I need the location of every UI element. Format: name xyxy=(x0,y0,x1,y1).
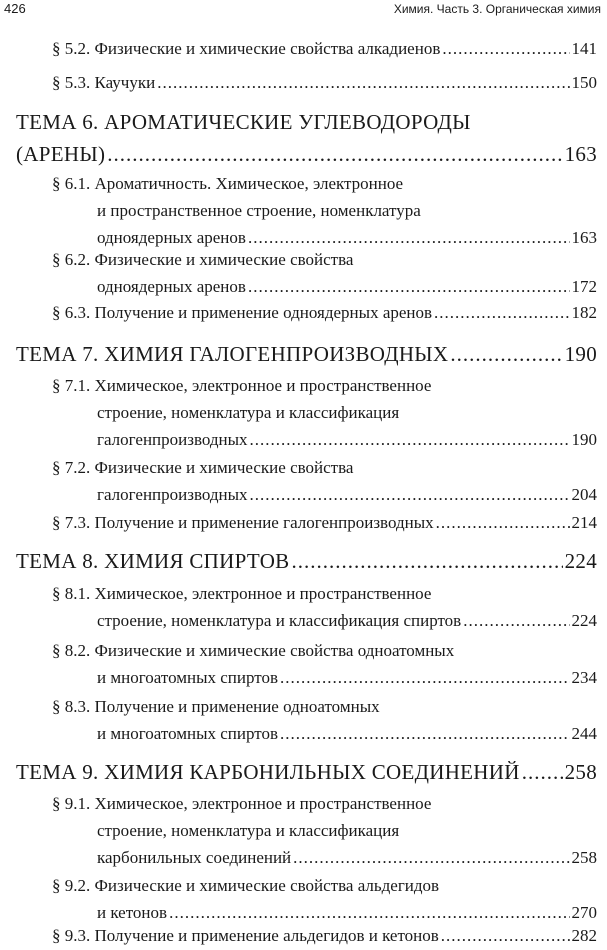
leader-dots xyxy=(441,922,570,949)
toc-topic-9 xyxy=(16,756,597,788)
toc-page-number: 141 xyxy=(571,39,597,58)
toc-entry-6-2 xyxy=(52,246,597,300)
leader-dots xyxy=(442,35,569,62)
toc-entry-6-1 xyxy=(52,170,597,251)
toc-page-number: 150 xyxy=(571,73,597,92)
toc-entry-title: § 9.3. Получение и применение альдегидов и кетонов xyxy=(52,926,439,945)
toc-entry-title: § 6.3. Получение и применение одноядерных аренов xyxy=(52,303,433,322)
toc-entry-7-1 xyxy=(52,372,597,453)
leader-dots xyxy=(107,138,562,170)
toc-entry-5-3 xyxy=(52,69,597,96)
toc-entry-title: § 7.2. Физические и химические свойства xyxy=(52,458,354,477)
leader-dots xyxy=(293,844,569,871)
toc-entry-8-3 xyxy=(52,693,597,747)
leader-dots xyxy=(248,273,570,300)
toc-page-number: 244 xyxy=(571,724,597,743)
leader-dots xyxy=(522,756,563,788)
toc-entry-title-cont: одноядерных аренов xyxy=(97,277,246,296)
running-header xyxy=(0,0,607,24)
leader-dots xyxy=(250,426,570,453)
toc-page-number: 258 xyxy=(571,848,597,867)
toc-page-number: 224 xyxy=(564,549,597,573)
toc-topic-8 xyxy=(16,545,597,577)
toc-entry-7-2 xyxy=(52,454,597,508)
leader-dots xyxy=(450,338,562,370)
toc-entry-title: § 6.2. Физические и химические свойства xyxy=(52,250,354,269)
toc-entry-6-3 xyxy=(52,299,597,326)
toc-entry-title: § 7.1. Химическое, электронное и пространственное xyxy=(52,376,432,395)
toc-entry-title: § 6.1. Ароматичность. Химическое, электронное xyxy=(52,174,404,193)
leader-dots xyxy=(434,299,569,326)
toc-page-number: 163 xyxy=(564,142,597,166)
toc-entry-8-1 xyxy=(52,580,597,634)
toc-entry-title: § 7.3. Получение и применение галогенпроизводных xyxy=(52,513,434,532)
toc-entry-9-2 xyxy=(52,872,597,926)
leader-dots xyxy=(280,664,569,691)
running-title: Химия. Часть 3. Органическая химия xyxy=(393,2,601,16)
toc-topic-title-cont: (АРЕНЫ) xyxy=(16,142,106,166)
toc-entry-title-cont: и пространственное строение, номенклатура xyxy=(97,201,421,220)
toc-entry-title: § 5.3. Каучуки xyxy=(52,73,156,92)
toc-topic-title: ТЕМА 6. АРОМАТИЧЕСКИЕ УГЛЕВОДОРОДЫ xyxy=(16,110,471,134)
page-number: 426 xyxy=(4,1,26,16)
toc-entry-title-cont: строение, номенклатура и классификация спиртов xyxy=(97,611,462,630)
toc-entry-title: § 5.2. Физические и химические свойства алкадиенов xyxy=(52,39,441,58)
toc-entry-7-3 xyxy=(52,509,597,536)
toc-page-number: 214 xyxy=(571,513,597,532)
toc-entry-title: § 9.2. Физические и химические свойства альдегидов xyxy=(52,876,440,895)
toc-entry-title: § 8.1. Химическое, электронное и пространственное xyxy=(52,584,432,603)
toc-topic-title: ТЕМА 9. ХИМИЯ КАРБОНИЛЬНЫХ СОЕДИНЕНИЙ xyxy=(16,760,520,784)
toc-entry-title-cont: галогенпроизводных xyxy=(97,485,248,504)
leader-dots xyxy=(463,607,569,634)
toc-entry-title-cont: и многоатомных спиртов xyxy=(97,668,279,687)
toc-entry-title-cont: карбонильных соединений xyxy=(97,848,292,867)
toc-page-number: 190 xyxy=(564,342,597,366)
toc-page-number: 163 xyxy=(571,228,597,247)
toc-page-number: 182 xyxy=(571,303,597,322)
toc-page-number: 258 xyxy=(564,760,597,784)
toc-entry-title-cont: и кетонов xyxy=(97,903,168,922)
toc-entry-5-2 xyxy=(52,35,597,62)
leader-dots xyxy=(291,545,562,577)
toc-entry-9-3 xyxy=(52,922,597,949)
toc-page-number: 234 xyxy=(571,668,597,687)
toc-topic-title: ТЕМА 7. ХИМИЯ ГАЛОГЕНПРОИЗВОДНЫХ xyxy=(16,342,449,366)
toc-page-number: 190 xyxy=(571,430,597,449)
toc-entry-9-1 xyxy=(52,790,597,871)
toc-entry-title-cont: строение, номенклатура и классификация xyxy=(97,821,400,840)
leader-dots xyxy=(157,69,569,96)
toc-entry-title-cont: галогенпроизводных xyxy=(97,430,248,449)
leader-dots xyxy=(280,720,569,747)
toc-entry-title-cont: и многоатомных спиртов xyxy=(97,724,279,743)
toc-entry-title: § 9.1. Химическое, электронное и пространственное xyxy=(52,794,432,813)
toc-page-number: 204 xyxy=(571,485,597,504)
toc-entry-title: § 8.2. Физические и химические свойства одноатомных xyxy=(52,641,455,660)
toc-page-number: 172 xyxy=(571,277,597,296)
toc-entry-title: § 8.3. Получение и применение одноатомных xyxy=(52,697,380,716)
toc-entry-title-cont: одноядерных аренов xyxy=(97,228,246,247)
leader-dots xyxy=(436,509,570,536)
leader-dots xyxy=(250,481,570,508)
toc-topic-7 xyxy=(16,338,597,370)
toc-entry-8-2 xyxy=(52,637,597,691)
toc-page-number: 270 xyxy=(571,903,597,922)
toc-page-number: 282 xyxy=(571,926,597,945)
toc-entry-title-cont: строение, номенклатура и классификация xyxy=(97,403,400,422)
toc-topic-title: ТЕМА 8. ХИМИЯ СПИРТОВ xyxy=(16,549,290,573)
toc-topic-6 xyxy=(16,106,597,170)
toc-page-number: 224 xyxy=(571,611,597,630)
